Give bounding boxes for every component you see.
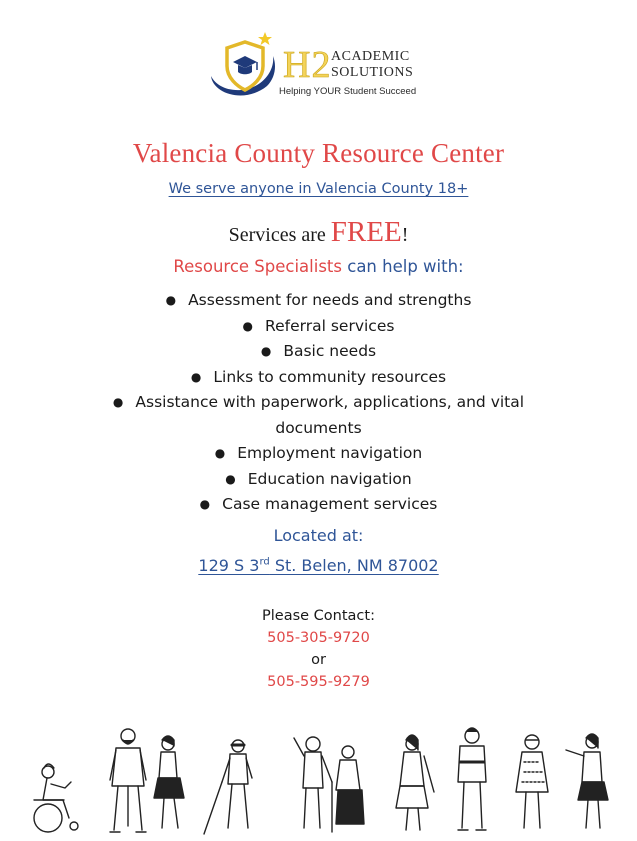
logo-line-2: SOLUTIONS (331, 65, 414, 80)
address-text[interactable]: 129 S 3rd St. Belen, NM 87002 (198, 556, 439, 575)
contact-label: Please Contact: (262, 608, 375, 624)
phone-number-1[interactable]: 505-305-9720 (267, 630, 370, 646)
wheelchair-user-figure (34, 764, 78, 832)
bullet-icon: ● (190, 369, 202, 384)
logo-line-1: ACADEMIC (331, 49, 410, 64)
list-item: ● Education navigation (0, 467, 637, 493)
logo-mark: H2 (283, 44, 332, 86)
bullet-icon: ● (112, 395, 124, 409)
man-figure (458, 728, 486, 830)
list-item: ● Referral services (0, 314, 637, 340)
list-item: ● Employment navigation (0, 441, 637, 467)
bullet-icon: ● (225, 471, 236, 486)
list-item: ● Assistance with paperwork, applications, and vital (0, 390, 637, 416)
people-illustration (20, 722, 620, 837)
bearded-man-figure (110, 729, 146, 832)
woman-figure-4 (566, 734, 608, 828)
bullet-icon: ● (214, 446, 226, 460)
woman-figure-2 (396, 735, 434, 830)
help-list (0, 288, 637, 518)
services-prefix: Services are (228, 224, 331, 246)
list-item-continuation: documents (275, 418, 362, 437)
phone-number-2[interactable]: 505-595-9279 (267, 674, 370, 690)
list-item: ● Assessment for needs and strengths (0, 288, 637, 314)
page-title: Valencia County Resource Center (132, 138, 505, 168)
address-link[interactable] (0, 556, 637, 575)
person-with-cane-figure (204, 740, 252, 834)
or-separator: or (311, 652, 326, 668)
organization-logo (205, 30, 435, 102)
list-item: ● Case management services (0, 492, 637, 518)
list-item: ● Basic needs (0, 339, 637, 365)
eligibility-text (0, 181, 637, 197)
bullet-icon: ● (199, 497, 211, 511)
graduation-cap-shield-icon (205, 30, 285, 102)
woman-figure-3 (516, 735, 548, 828)
services-free-line (0, 216, 637, 249)
eligibility-text-label: We serve anyone in Valencia County 18+ (168, 181, 469, 197)
bullet-icon: ● (165, 293, 177, 307)
specialists-blue-text: can help with: (342, 257, 464, 276)
logo-tagline: Helping YOUR Student Succeed (279, 86, 417, 97)
location-label: Located at: (273, 526, 364, 545)
bullet-icon: ● (242, 318, 254, 333)
woman-figure-1 (154, 736, 184, 828)
specialists-heading (0, 257, 637, 276)
free-emphasis: FREE (330, 216, 402, 248)
services-suffix: ! (401, 224, 409, 246)
bullet-icon: ● (260, 344, 272, 358)
list-item: ● Links to community resources (0, 365, 637, 391)
specialists-red-text: Resource Specialists (173, 257, 342, 276)
elderly-couple-figure (294, 737, 364, 832)
